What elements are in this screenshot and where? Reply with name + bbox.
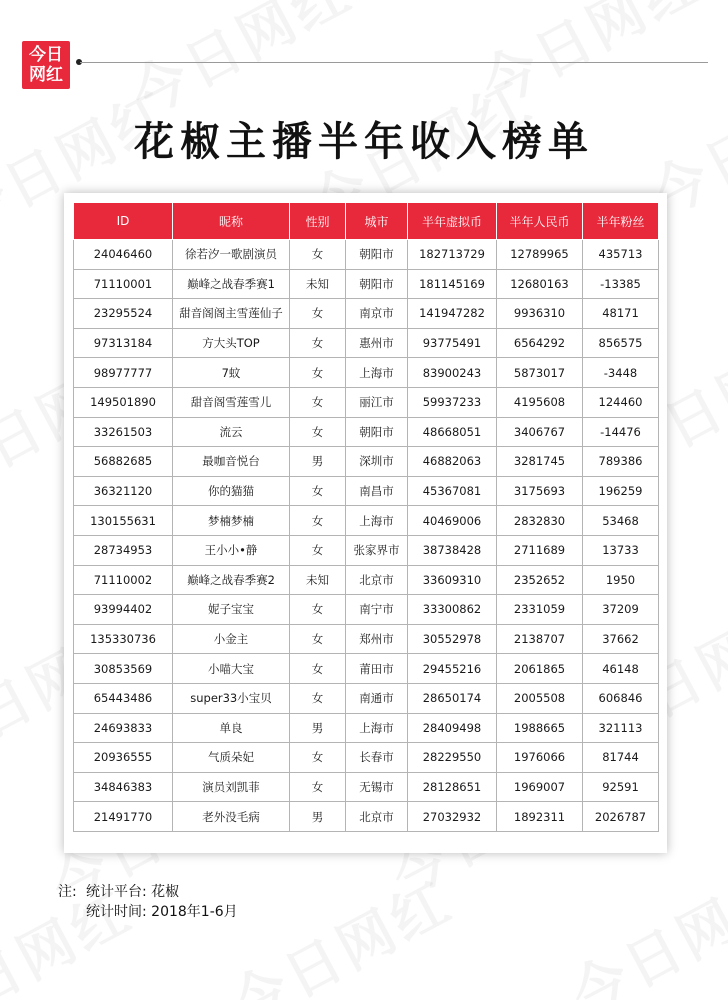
table-cell: 36321120: [74, 476, 173, 506]
table-cell: 28734953: [74, 535, 173, 565]
table-row: [74, 654, 659, 684]
table-cell: 24046460: [74, 240, 173, 270]
table-cell: 65443486: [74, 683, 173, 713]
table-cell: 27032932: [408, 802, 497, 832]
table-row: [74, 328, 659, 358]
table-cell: 1988665: [497, 713, 583, 743]
table-cell: 小金主: [173, 624, 290, 654]
table-cell: 北京市: [346, 802, 408, 832]
table-card: [64, 193, 667, 853]
brand-logo-line1: 今日: [29, 45, 63, 65]
table-cell: 4195608: [497, 387, 583, 417]
table-cell: 演员刘凯菲: [173, 772, 290, 802]
table-cell: 无锡市: [346, 772, 408, 802]
footnote-prefix: 注:: [58, 884, 77, 900]
table-cell: 男: [290, 713, 346, 743]
table-cell: 妮子宝宝: [173, 595, 290, 625]
table-row: [74, 713, 659, 743]
table-cell: 71110001: [74, 269, 173, 299]
table-row: [74, 447, 659, 477]
table-cell: 2331059: [497, 595, 583, 625]
table-cell: 124460: [583, 387, 659, 417]
table-cell: 59937233: [408, 387, 497, 417]
table-cell: 29455216: [408, 654, 497, 684]
table-cell: 149501890: [74, 387, 173, 417]
table-cell: 21491770: [74, 802, 173, 832]
table-row: [74, 772, 659, 802]
table-row: [74, 595, 659, 625]
table-cell: 徐若汐一歌剧演员: [173, 240, 290, 270]
table-cell: -13385: [583, 269, 659, 299]
table-cell: 435713: [583, 240, 659, 270]
table-row: [74, 269, 659, 299]
watermark-text: [215, 858, 464, 1000]
table-body: [74, 240, 659, 832]
table-row: [74, 683, 659, 713]
table-cell: 28128651: [408, 772, 497, 802]
table-cell: 女: [290, 506, 346, 536]
page-title: 花椒主播半年收入榜单: [134, 119, 594, 165]
table-row: [74, 565, 659, 595]
table-cell: 南宁市: [346, 595, 408, 625]
table-cell: 女: [290, 240, 346, 270]
table-cell: 巅峰之战春季赛1: [173, 269, 290, 299]
table-cell: 181145169: [408, 269, 497, 299]
table-row: [74, 535, 659, 565]
table-cell: -3448: [583, 358, 659, 388]
table-cell: 321113: [583, 713, 659, 743]
table-cell: 48668051: [408, 417, 497, 447]
table-cell: 1969007: [497, 772, 583, 802]
table-cell: 40469006: [408, 506, 497, 536]
table-cell: 92591: [583, 772, 659, 802]
table-cell: 37209: [583, 595, 659, 625]
table-cell: 37662: [583, 624, 659, 654]
table-cell: 3406767: [497, 417, 583, 447]
table-cell: 女: [290, 417, 346, 447]
table-cell: 北京市: [346, 565, 408, 595]
table-row: [74, 802, 659, 832]
table-cell: 女: [290, 743, 346, 773]
table-cell: 2711689: [497, 535, 583, 565]
table-cell: 30552978: [408, 624, 497, 654]
table-cell: 12680163: [497, 269, 583, 299]
table-cell: 最咖音悦台: [173, 447, 290, 477]
table-cell: 5873017: [497, 358, 583, 388]
table-cell: 巅峰之战春季赛2: [173, 565, 290, 595]
table-cell: 男: [290, 447, 346, 477]
table-cell: 45367081: [408, 476, 497, 506]
table-cell: 38738428: [408, 535, 497, 565]
table-cell: 9936310: [497, 299, 583, 329]
table-row: [74, 506, 659, 536]
table-cell: 606846: [583, 683, 659, 713]
column-header: 昵称: [173, 203, 290, 240]
table-cell: 深圳市: [346, 447, 408, 477]
footnote-period-row: [58, 902, 238, 922]
table-cell: 1976066: [497, 743, 583, 773]
table-cell: 男: [290, 802, 346, 832]
table-cell: 女: [290, 772, 346, 802]
table-cell: 2352652: [497, 565, 583, 595]
column-header: 城市: [346, 203, 408, 240]
table-cell: 张家界市: [346, 535, 408, 565]
footnote-platform-row: [58, 882, 238, 902]
table-cell: 28650174: [408, 683, 497, 713]
column-header: 性别: [290, 203, 346, 240]
table-cell: 34846383: [74, 772, 173, 802]
table-row: [74, 240, 659, 270]
table-cell: 33609310: [408, 565, 497, 595]
column-header: 半年虚拟币: [408, 203, 497, 240]
table-cell: 女: [290, 387, 346, 417]
table-cell: 2832830: [497, 506, 583, 536]
table-cell: 女: [290, 328, 346, 358]
column-header: 半年粉丝: [583, 203, 659, 240]
table-row: [74, 299, 659, 329]
table-cell: 女: [290, 595, 346, 625]
table-cell: 上海市: [346, 506, 408, 536]
table-cell: 甜音阁雪莲雪儿: [173, 387, 290, 417]
table-cell: 梦楠梦楠: [173, 506, 290, 536]
table-cell: 2138707: [497, 624, 583, 654]
table-cell: 56882685: [74, 447, 173, 477]
table-cell: 98977777: [74, 358, 173, 388]
table-cell: 97313184: [74, 328, 173, 358]
table-cell: 1950: [583, 565, 659, 595]
table-cell: 33300862: [408, 595, 497, 625]
table-cell: 196259: [583, 476, 659, 506]
table-cell: 48171: [583, 299, 659, 329]
table-cell: 6564292: [497, 328, 583, 358]
table-cell: 3175693: [497, 476, 583, 506]
table-row: [74, 624, 659, 654]
table-cell: 你的猫猫: [173, 476, 290, 506]
table-cell: 女: [290, 358, 346, 388]
table-cell: 未知: [290, 565, 346, 595]
table-cell: 方大头TOP: [173, 328, 290, 358]
table-row: [74, 387, 659, 417]
table-cell: 未知: [290, 269, 346, 299]
footnote-period: 统计时间: 2018年1-6月: [86, 904, 238, 920]
table-cell: 30853569: [74, 654, 173, 684]
table-cell: 13733: [583, 535, 659, 565]
table-cell: 23295524: [74, 299, 173, 329]
table-cell: 上海市: [346, 713, 408, 743]
column-header: 半年人民币: [497, 203, 583, 240]
table-cell: 女: [290, 654, 346, 684]
table-header-row: [74, 203, 659, 240]
table-cell: 71110002: [74, 565, 173, 595]
table-cell: super33小宝贝: [173, 683, 290, 713]
table-row: [74, 743, 659, 773]
table-cell: 93994402: [74, 595, 173, 625]
table-cell: 单良: [173, 713, 290, 743]
table-cell: 老外没毛病: [173, 802, 290, 832]
watermark-text: [555, 848, 728, 1000]
table-cell: 46148: [583, 654, 659, 684]
table-cell: 女: [290, 299, 346, 329]
table-cell: 长春市: [346, 743, 408, 773]
table-cell: 182713729: [408, 240, 497, 270]
table-cell: 2026787: [583, 802, 659, 832]
footnote-spacer: [58, 902, 86, 922]
brand-logo-line2: 网红: [29, 65, 63, 85]
table-cell: 2061865: [497, 654, 583, 684]
footnote: [58, 882, 238, 922]
table-cell: 莆田市: [346, 654, 408, 684]
table-cell: 气质朵妃: [173, 743, 290, 773]
header-rule: [80, 62, 708, 63]
table-cell: 南通市: [346, 683, 408, 713]
table-cell: 28409498: [408, 713, 497, 743]
table-cell: 83900243: [408, 358, 497, 388]
table-cell: 141947282: [408, 299, 497, 329]
table-cell: 12789965: [497, 240, 583, 270]
table-cell: 1892311: [497, 802, 583, 832]
table-cell: 女: [290, 683, 346, 713]
table-cell: 28229550: [408, 743, 497, 773]
table-cell: 856575: [583, 328, 659, 358]
table-cell: -14476: [583, 417, 659, 447]
table-cell: 33261503: [74, 417, 173, 447]
watermark-text: [465, 0, 714, 122]
table-cell: 7蚊: [173, 358, 290, 388]
table-cell: 丽江市: [346, 387, 408, 417]
table-cell: 81744: [583, 743, 659, 773]
table-cell: 女: [290, 535, 346, 565]
table-cell: 女: [290, 624, 346, 654]
table-cell: 53468: [583, 506, 659, 536]
table-cell: 789386: [583, 447, 659, 477]
table-cell: 朝阳市: [346, 269, 408, 299]
footnote-platform: 统计平台: 花椒: [86, 884, 180, 900]
column-header: ID: [74, 203, 173, 240]
table-cell: 惠州市: [346, 328, 408, 358]
table-cell: 24693833: [74, 713, 173, 743]
table-cell: 3281745: [497, 447, 583, 477]
table-cell: 2005508: [497, 683, 583, 713]
table-cell: 46882063: [408, 447, 497, 477]
income-ranking-table: [73, 202, 659, 832]
table-cell: 甜音阁阁主雪莲仙子: [173, 299, 290, 329]
brand-logo: [22, 41, 70, 89]
table-cell: 20936555: [74, 743, 173, 773]
table-cell: 朝阳市: [346, 240, 408, 270]
table-cell: 130155631: [74, 506, 173, 536]
table-cell: 女: [290, 476, 346, 506]
table-cell: 93775491: [408, 328, 497, 358]
table-cell: 流云: [173, 417, 290, 447]
table-cell: 朝阳市: [346, 417, 408, 447]
table-row: [74, 476, 659, 506]
table-cell: 南昌市: [346, 476, 408, 506]
table-cell: 135330736: [74, 624, 173, 654]
table-cell: 郑州市: [346, 624, 408, 654]
table-cell: 南京市: [346, 299, 408, 329]
table-row: [74, 417, 659, 447]
table-cell: 王小小•静: [173, 535, 290, 565]
table-cell: 小喵大宝: [173, 654, 290, 684]
table-cell: 上海市: [346, 358, 408, 388]
table-row: [74, 358, 659, 388]
